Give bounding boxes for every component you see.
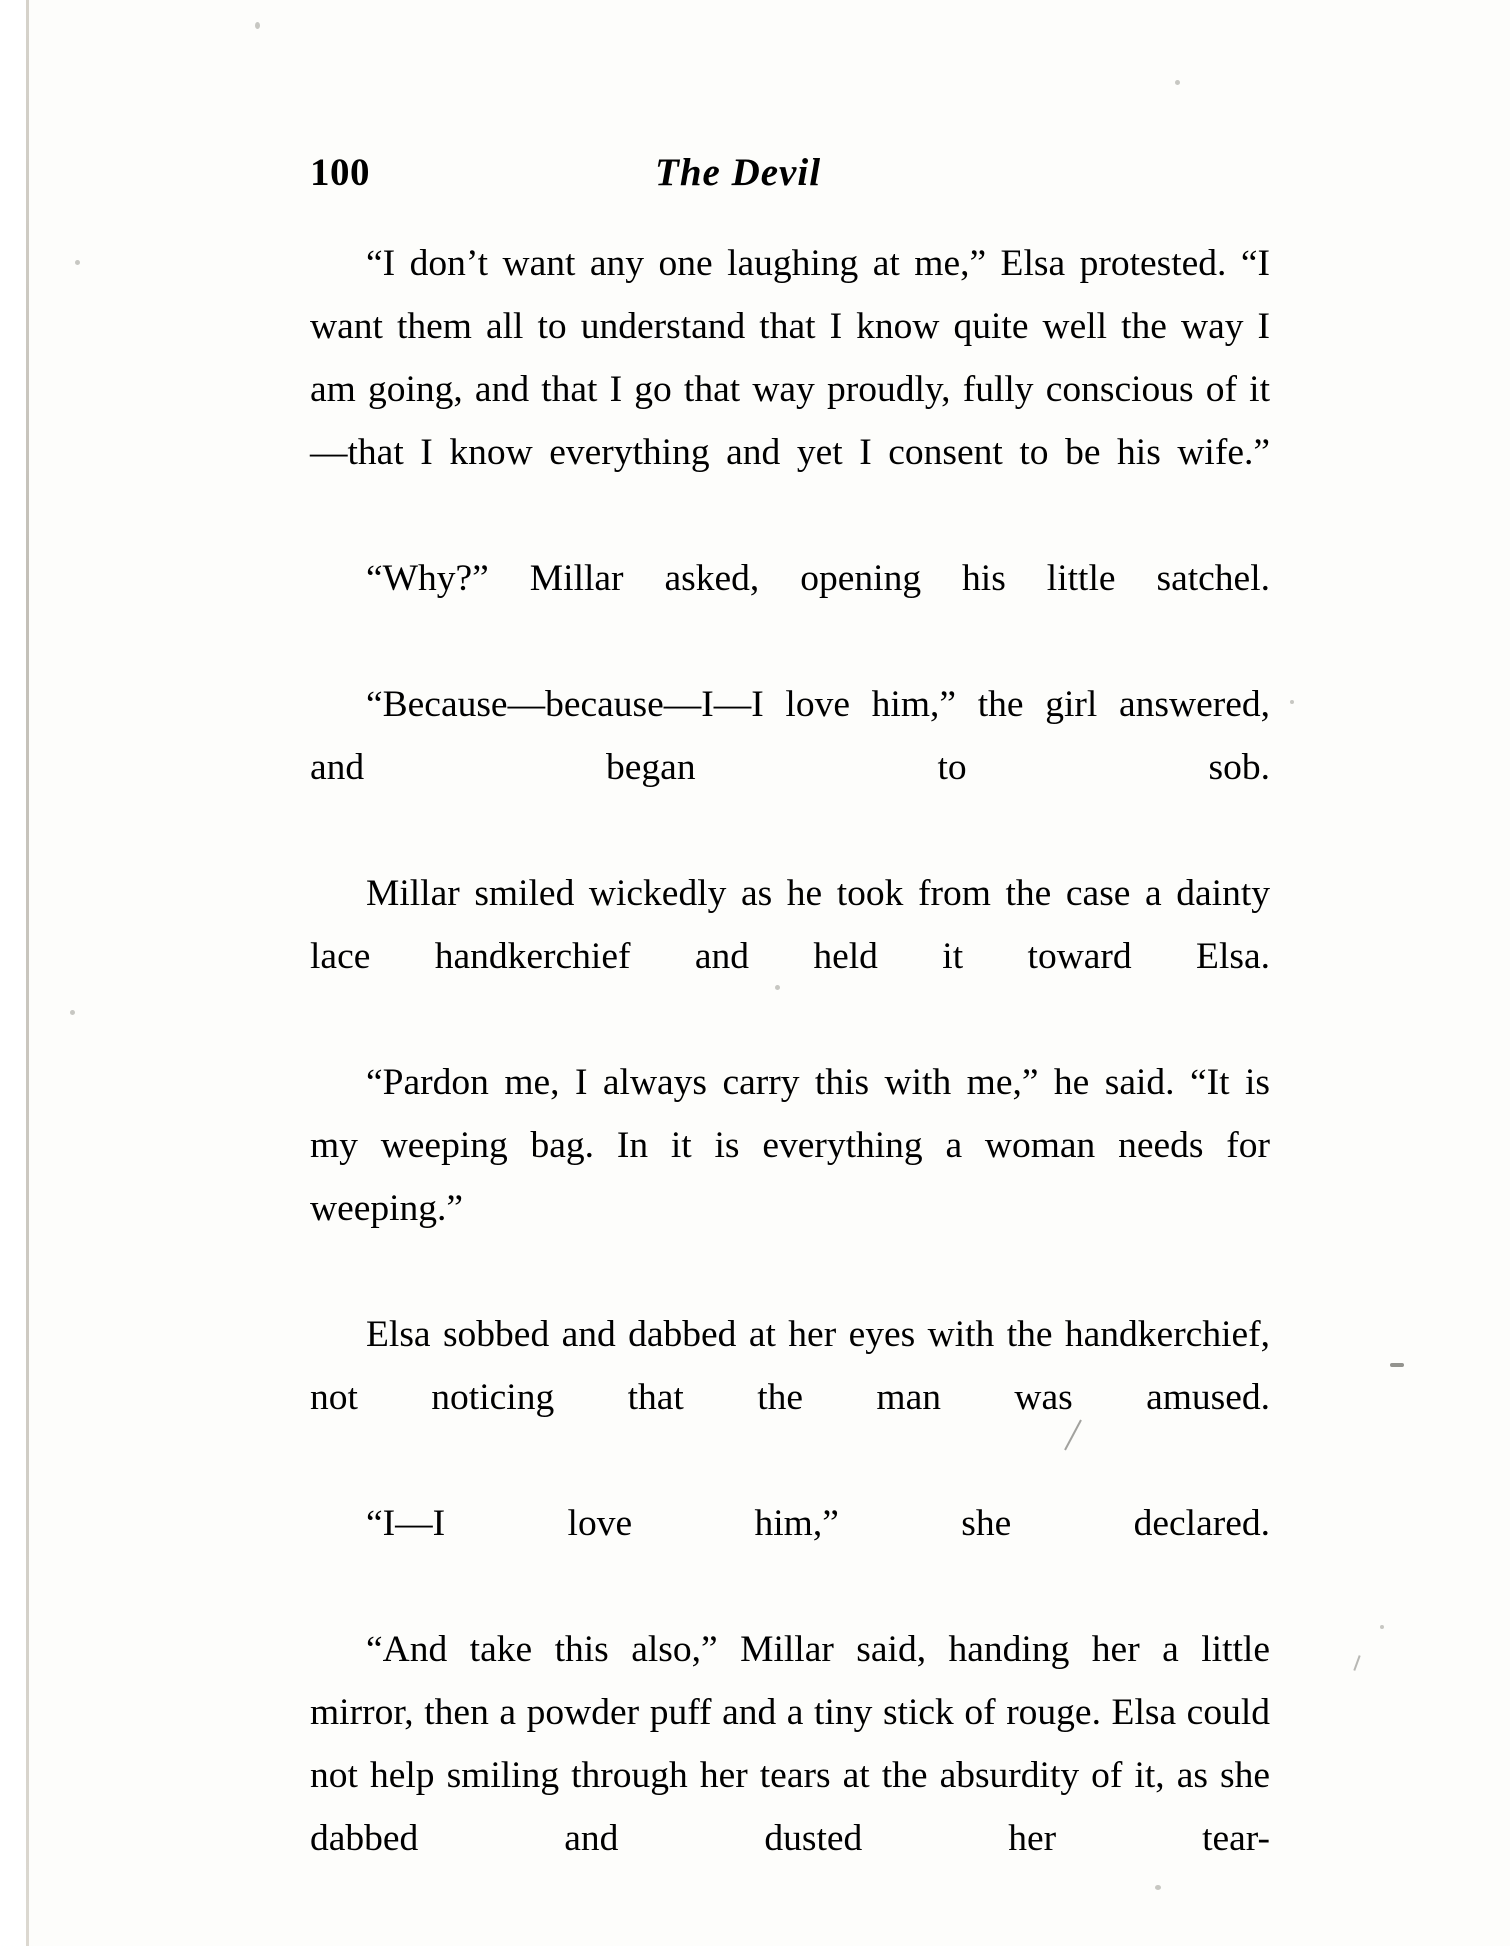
running-title: The Devil: [655, 151, 822, 194]
paragraph: Elsa sobbed and dabbed at her eyes with the handkerchief, not noticing that the man was amused.: [310, 1314, 1270, 1418]
scan-mark: [1390, 1363, 1404, 1367]
scan-speckle: [1175, 80, 1180, 85]
paragraph: “And take this also,” Millar said, handing her a little mirror, then a powder puff and a tiny stick of rouge. Elsa could not help smiling through her tears at the absurdity of it, as she dabbed and dusted her tear-: [310, 1629, 1270, 1859]
paragraph: “Because—because—I—I love him,” the girl answered, and began to sob.: [310, 684, 1270, 788]
paragraph: “I don’t want any one laughing at me,” Elsa protested. “I want them all to understand that I know quite well the way I am going, and that I go that way proudly, fully conscious of it—that I know everything and yet I consent to be his wife.”: [310, 243, 1270, 473]
page-number: 100: [310, 151, 370, 194]
paragraph: Millar smiled wickedly as he took from the case a dainty lace handkerchief and held it toward Elsa.: [310, 873, 1270, 977]
scan-speckle: [1380, 1625, 1384, 1629]
scan-speckle: [1290, 700, 1294, 704]
scan-speckle: [70, 1010, 75, 1015]
page-header: [310, 150, 1270, 212]
scan-edge-line: [26, 0, 29, 1946]
scan-margin: [0, 0, 26, 1946]
scan-speckle: [75, 260, 80, 265]
page-content: [310, 150, 1270, 1933]
scan-mark: [1353, 1655, 1360, 1671]
paragraph: “Pardon me, I always carry this with me,” he said. “It is my weeping bag. In it is everything a woman needs for weeping.”: [310, 1062, 1270, 1229]
paragraph: “Why?” Millar asked, opening his little satchel.: [366, 558, 1270, 599]
paragraph: “I—I love him,” she declared.: [366, 1503, 1270, 1544]
scan-speckle: [255, 22, 260, 29]
body-text: [310, 232, 1270, 1933]
